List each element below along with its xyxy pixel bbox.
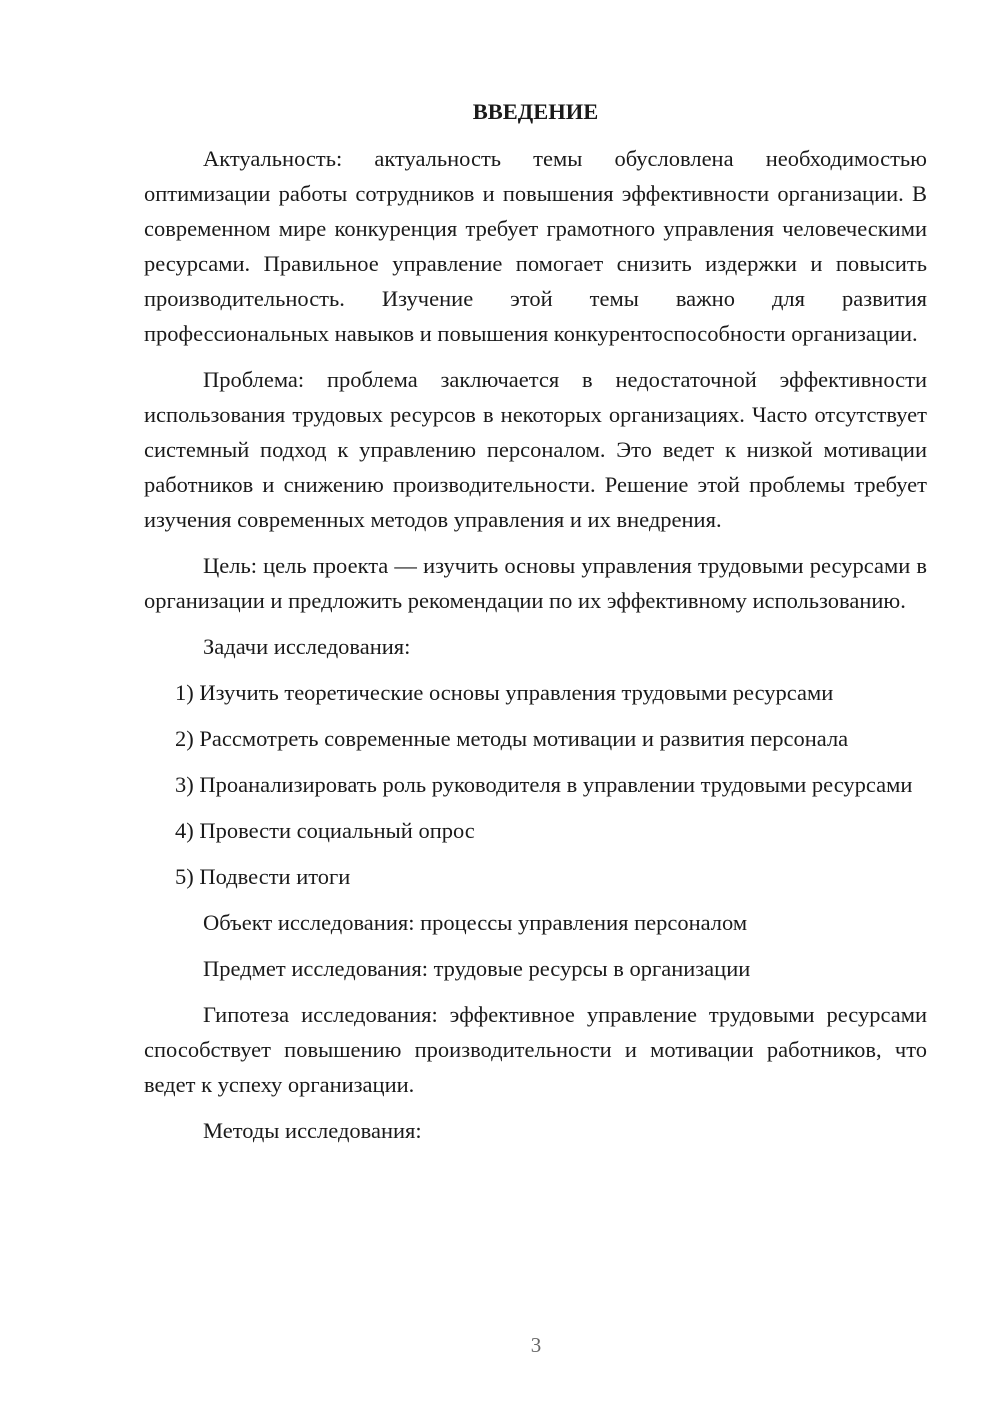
task-item: 4) Провести социальный опрос [175,818,475,843]
document-body [144,94,927,1159]
paragraph-problem: Проблема: проблема заключается в недостаточной эффективности использования трудовых ресурсов в некоторых организациях. Часто отсутствует системный подход к управлению персоналом. Это ведет к низкой мотивации работников и снижению производительности. Решение этой проблемы требует изучения современных методов управления и их внедрения. [144,367,927,532]
page-number: 3 [530,1333,542,1357]
task-item: 5) Подвести итоги [175,864,351,889]
paragraph-goal: Цель: цель проекта — изучить основы управления трудовыми ресурсами в организации и предложить рекомендации по их эффективному использованию. [144,553,927,613]
paragraph-tasks-heading: Задачи исследования: [203,634,411,659]
paragraph-subject: Предмет исследования: трудовые ресурсы в организации [203,956,751,981]
paragraph-hypothesis: Гипотеза исследования: эффективное управление трудовыми ресурсами способствует повышению производительности и мотивации работников, что ведет к успеху организации. [144,1002,927,1097]
paragraph-object: Объект исследования: процессы управления персоналом [203,910,748,935]
task-item: 1) Изучить теоретические основы управления трудовыми ресурсами [175,680,834,705]
paragraph-relevance: Актуальность: актуальность темы обусловлена необходимостью оптимизации работы сотрудников и повышения эффективности организации. В современном мире конкуренция требует грамотного управления человеческими ресурсами. Правильное управление помогает снизить издержки и повысить производительность. Изучение этой темы важно для развития профессиональных навыков и повышения конкурентоспособности организации. [144,146,927,346]
paragraph-methods: Методы исследования: [203,1118,422,1143]
task-item: 3) Проанализировать роль руководителя в управлении трудовыми ресурсами [175,772,913,797]
task-item: 2) Рассмотреть современные методы мотивации и развития персонала [175,726,849,751]
page-title: ВВЕДЕНИЕ [472,99,599,124]
